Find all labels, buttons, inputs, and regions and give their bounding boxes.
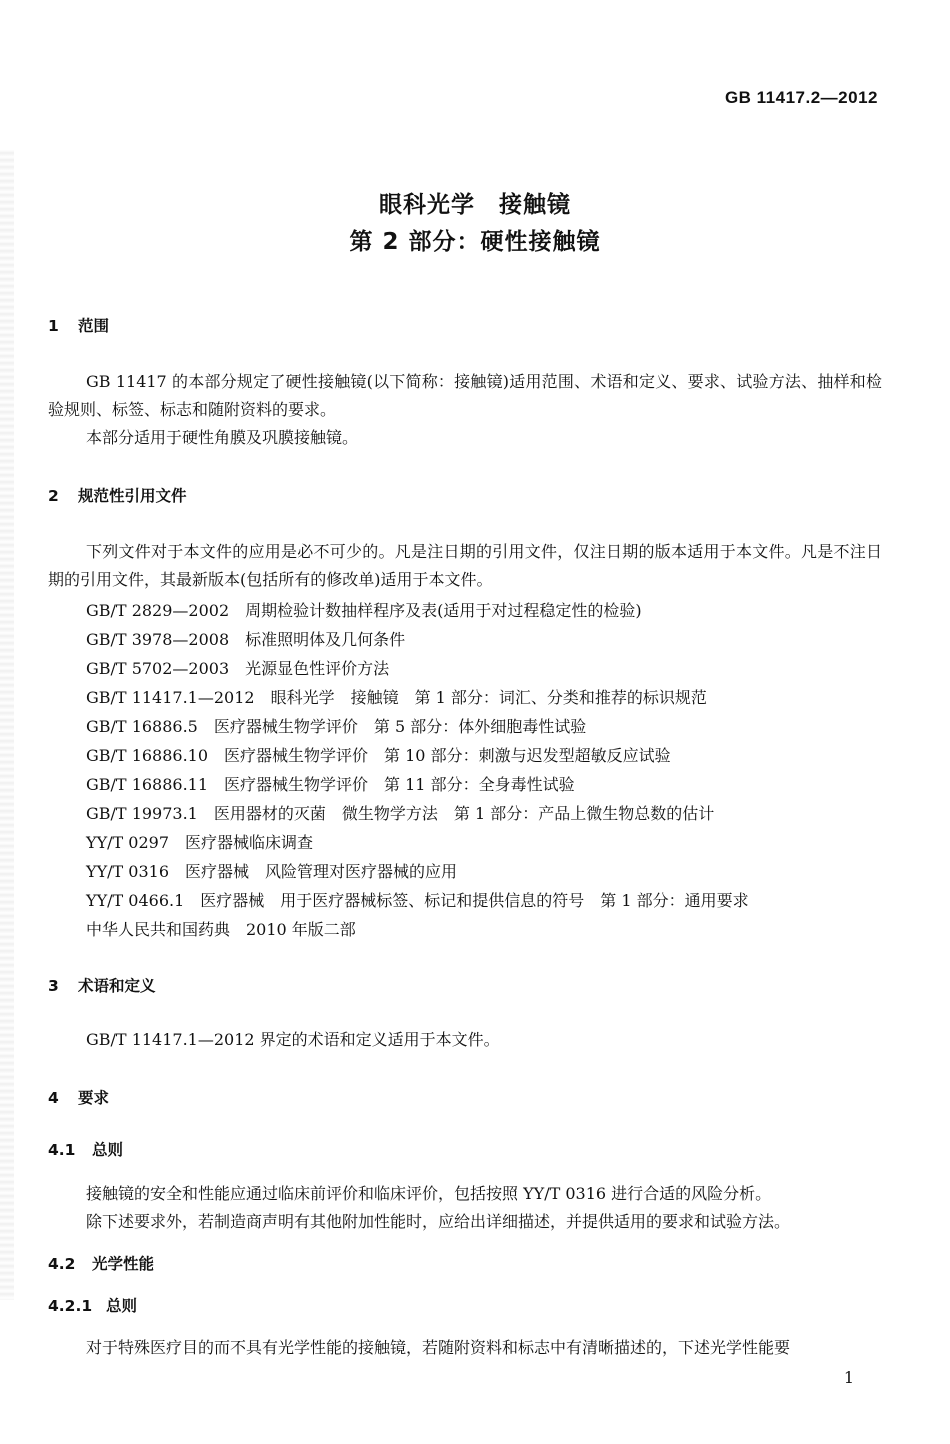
section-4-heading	[48, 1086, 109, 1108]
section-title: 要求	[78, 1089, 110, 1107]
section-1-paragraph-2: 本部分适用于硬性角膜及巩膜接触镜。	[86, 428, 359, 447]
scan-edge-artifact	[0, 150, 14, 1300]
section-4-2-1-paragraph: 对于特殊医疗目的而不具有光学性能的接触镜，若随附资料和标志中有清晰描述的，下述光学性能要	[86, 1338, 791, 1357]
section-title: 总则	[92, 1141, 124, 1159]
section-number: 4	[48, 1089, 59, 1107]
reference-item: GB/T 5702—2003 光源显色性评价方法	[86, 659, 390, 678]
reference-item: YY/T 0466.1 医疗器械 用于医疗器械标签、标记和提供信息的符号 第 1 部分：通用要求	[86, 891, 749, 910]
section-1-paragraph-1: GB 11417 的本部分规定了硬性接触镜(以下简称：接触镜)适用范围、术语和定义、要求、试验方法、抽样和检验规则、标签、标志和随附资料的要求。	[48, 372, 882, 419]
section-number: 1	[48, 317, 59, 335]
section-4-1-paragraph-1: 接触镜的安全和性能应通过临床前评价和临床评价，包括按照 YY/T 0316 进行合适的风险分析。	[86, 1184, 772, 1203]
reference-item: 中华人民共和国药典 2010 年版二部	[86, 920, 356, 939]
section-number: 4.2	[48, 1255, 76, 1273]
section-2-intro: 下列文件对于本文件的应用是必不可少的。凡是注日期的引用文件，仅注日期的版本适用于本文件。凡是不注日期的引用文件，其最新版本(包括所有的修改单)适用于本文件。	[48, 542, 882, 589]
section-title: 总则	[106, 1297, 138, 1315]
section-number: 2	[48, 487, 59, 505]
reference-item: GB/T 2829—2002 周期检验计数抽样程序及表(适用于对过程稳定性的检验)	[86, 601, 642, 620]
reference-item: YY/T 0297 医疗器械临床调查	[86, 833, 313, 852]
section-title: 术语和定义	[78, 977, 156, 995]
section-title: 范围	[78, 317, 110, 335]
reference-item: GB/T 16886.11 医疗器械生物学评价 第 11 部分：全身毒性试验	[86, 775, 575, 794]
section-1-heading	[48, 314, 109, 336]
reference-item: GB/T 11417.1—2012 眼科光学 接触镜 第 1 部分：词汇、分类和推荐的标识规范	[86, 688, 707, 707]
section-4-1-paragraph-2: 除下述要求外，若制造商声明有其他附加性能时，应给出详细描述，并提供适用的要求和试验方法。	[86, 1212, 791, 1231]
section-number: 3	[48, 977, 59, 995]
section-title: 规范性引用文件	[78, 487, 187, 505]
section-title: 光学性能	[92, 1255, 155, 1273]
standard-code: GB 11417.2—2012	[724, 88, 878, 107]
section-4-2-heading	[48, 1252, 154, 1274]
reference-item: GB/T 16886.5 医疗器械生物学评价 第 5 部分：体外细胞毒性试验	[86, 717, 587, 736]
section-3-paragraph: GB/T 11417.1—2012 界定的术语和定义适用于本文件。	[86, 1030, 500, 1049]
section-4-2-1-heading	[48, 1294, 137, 1316]
document-title-line2: 第 2 部分：硬性接触镜	[349, 229, 601, 255]
reference-item: YY/T 0316 医疗器械 风险管理对医疗器械的应用	[86, 862, 457, 881]
section-2-heading	[48, 484, 187, 506]
reference-item: GB/T 19973.1 医用器材的灭菌 微生物学方法 第 1 部分：产品上微生物总数的估计	[86, 804, 715, 823]
reference-item: GB/T 16886.10 医疗器械生物学评价 第 10 部分：刺激与迟发型超敏反应试验	[86, 746, 671, 765]
page-number: 1	[843, 1368, 854, 1387]
reference-item: GB/T 3978—2008 标准照明体及几何条件	[86, 630, 406, 649]
document-title-line1: 眼科光学 接触镜	[379, 192, 571, 218]
section-3-heading	[48, 974, 156, 996]
section-number: 4.2.1	[48, 1297, 93, 1315]
section-4-1-heading	[48, 1138, 123, 1160]
section-number: 4.1	[48, 1141, 76, 1159]
